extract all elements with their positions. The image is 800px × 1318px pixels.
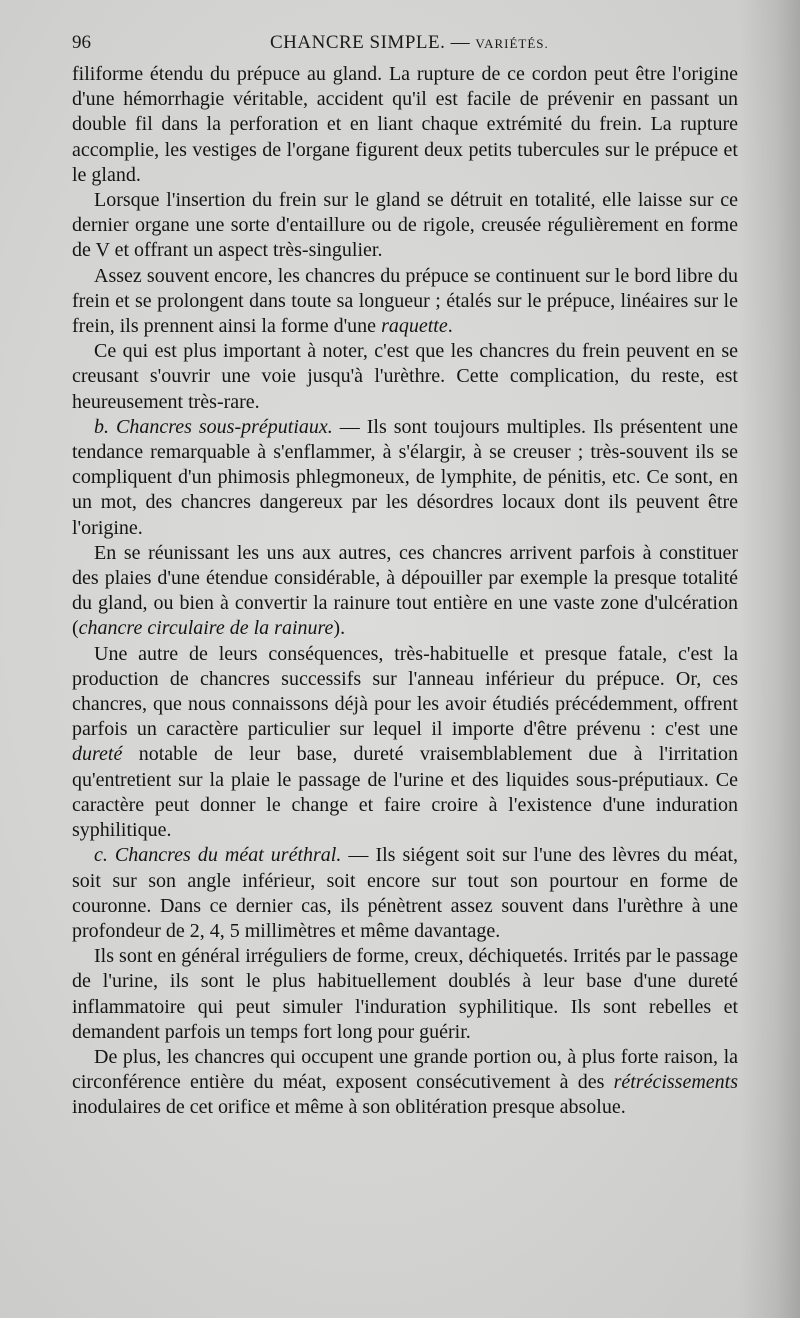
page-number: 96 bbox=[72, 32, 91, 53]
running-title-main: CHANCRE SIMPLE. — bbox=[270, 32, 471, 53]
running-title-subtitle: VARIÉTÉS. bbox=[475, 36, 549, 51]
paragraph-8 bbox=[72, 843, 738, 944]
paragraph-6-text: En se réunissant les uns aux autres, ces chancres arrivent parfois à constituer des plaies d'une étendue considérable, à dépouiller par exemple la presque totalité du gland, ou bien à convertir la rainure tout entière en une vaste zone d'ulcération ( bbox=[72, 541, 738, 640]
paragraph-6-end: ). bbox=[333, 617, 346, 640]
paragraph-4: Ce qui est plus important à noter, c'est que les chancres du frein peuvent en se creusant s'ouvrir une voie jusqu'à l'urèthre. Cette complication, du reste, est heureusement très-rare. bbox=[72, 340, 738, 413]
paragraph-10 bbox=[72, 1045, 738, 1121]
body-text bbox=[72, 62, 738, 1121]
paragraph-7-text: Une autre de leurs conséquences, très-habituelle et presque fatale, c'est la production de chancres successifs sur l'anneau inférieur du prépuce. Or, ces chancres, que nous connaissons déjà pour les avoir étudiés précédemment, offrent parfois un caractère particulier sur lequel il importe d'être prévenu : c'est une bbox=[72, 642, 738, 741]
paragraph-5 bbox=[72, 415, 738, 541]
paragraph-7 bbox=[72, 642, 738, 844]
page-header bbox=[72, 32, 740, 58]
paragraph-2: Lorsque l'insertion du frein sur le gland se détruit en totalité, elle laisse sur ce dernier organe une sorte d'entaillure ou de rigole, creusée régulièrement en forme de V et offrant un aspect très-singulier. bbox=[72, 189, 738, 262]
paragraph-6 bbox=[72, 541, 738, 642]
paragraph-10-text: De plus, les chancres qui occupent une grande portion ou, à plus forte raison, la circonférence entière du méat, exposent consécutivement à des bbox=[72, 1045, 738, 1094]
paragraph-10-end: inodulaires de cet orifice et même à son oblitération presque absolue. bbox=[72, 1096, 626, 1119]
running-title bbox=[270, 32, 549, 54]
paragraph-7-end: notable de leur base, dureté vraisemblablement due à l'irritation qu'entretient sur la plaie le passage de l'urine et des liquides sous-préputiaux. Ce caractère peut donner le change et faire croire à l'existence d'une induration syphilitique. bbox=[72, 743, 738, 842]
paragraph-3 bbox=[72, 264, 738, 340]
paragraph-3-italic: raquette bbox=[381, 315, 448, 338]
paragraph-9: Ils sont en général irréguliers de forme, creux, déchiquetés. Irrités par le passage de l'urine, ils sont le plus habituellement doublés à leur base d'une dureté inflammatoire qui peut simuler l'induration syphilitique. Ils sont rebelles et demandent parfois un temps fort long pour guérir. bbox=[72, 945, 738, 1043]
paragraph-7-italic: dureté bbox=[72, 743, 123, 766]
paragraph-6-italic: chancre circulaire de la rainure bbox=[78, 617, 334, 640]
paragraph-1: filiforme étendu du prépuce au gland. La rupture de ce cordon peut être l'origine d'une hémorrhagie véritable, accident qu'il est facile de prévenir en passant un double fil dans la perforation et en liant chaque extrémité du frein. La rupture accomplie, les vestiges de l'organe figurent deux petits tubercules sur le prépuce et le gland. bbox=[72, 63, 738, 186]
paragraph-3-text: Assez souvent encore, les chancres du prépuce se continuent sur le bord libre du frein et se prolongent dans toute sa longueur ; étalés sur le prépuce, linéaires sur le frein, ils prennent ainsi la forme d'une bbox=[72, 264, 738, 338]
page-edge-shadow bbox=[740, 0, 800, 1318]
paragraph-8-text: — Ils siégent soit sur l'une des lèvres du méat, soit sur son angle inférieur, soit encore sur tout son pourtour en forme de couronne. Dans ce dernier cas, ils pénètrent assez souvent dans l'urèthre à une profondeur de 2, 4, 5 millimètres et même davantage. bbox=[72, 844, 739, 942]
paragraph-5-text: — Ils sont toujours multiples. Ils présentent une tendance remarquable à s'enflammer, à s'élargir, à se creuser ; très-souvent ils se compliquent d'un phimosis phlegmoneux, de lymphite, de pénitis, etc. Ce sont, en un mot, des chancres dangereux par les désordres locaux dont ils peuvent être l'origine. bbox=[72, 415, 739, 539]
section-b-heading: b. Chancres sous-préputiaux. bbox=[94, 415, 333, 438]
paragraph-3-end: . bbox=[447, 315, 453, 338]
section-c-heading: c. Chancres du méat uréthral. bbox=[94, 844, 342, 867]
paragraph-10-italic: rétrécissements bbox=[613, 1071, 738, 1094]
